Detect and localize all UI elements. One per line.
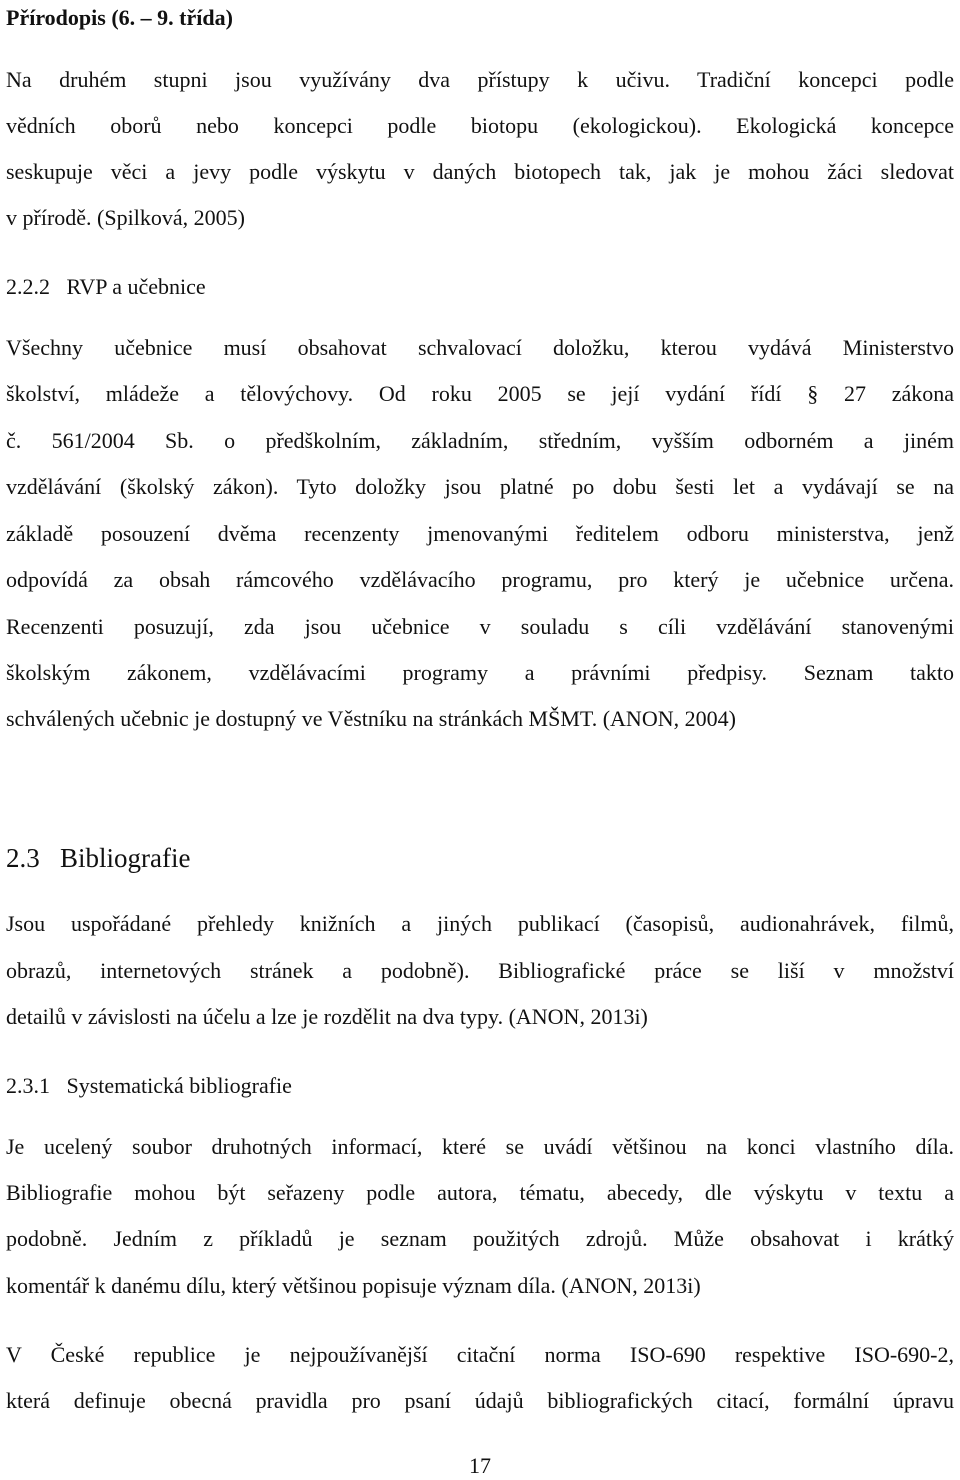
heading-systematicka-bibliografie: 2.3.1 Systematická bibliografie xyxy=(6,1073,292,1098)
paragraph-line: která definuje obecná pravidla pro psaní údajů bibliografických citací, formální úpravu xyxy=(6,1388,954,1413)
paragraph-line: obrazů, internetových stránek a podobně). Bibliografické práce se liší v množství xyxy=(6,958,954,983)
paragraph-line: komentář k danému dílu, který většinou popisuje význam díla. (ANON, 2013i) xyxy=(6,1273,701,1298)
paragraph-line: školským zákonem, vzdělávacími programy a právními předpisy. Seznam takto xyxy=(6,660,954,685)
paragraph-line: Bibliografie mohou být seřazeny podle autora, tématu, abecedy, dle výskytu v textu a xyxy=(6,1180,954,1205)
paragraph-line: Všechny učebnice musí obsahovat schvalovací doložku, kterou vydává Ministerstvo xyxy=(6,335,954,360)
paragraph-line: v přírodě. (Spilková, 2005) xyxy=(6,205,245,230)
page-number: 17 xyxy=(469,1453,491,1478)
paragraph-line: detailů v závislosti na účelu a lze je rozdělit na dva typy. (ANON, 2013i) xyxy=(6,1004,648,1029)
paragraph-line: seskupuje věci a jevy podle výskytu v daných biotopech tak, jak je mohou žáci sledovat xyxy=(6,159,954,184)
paragraph-line: odpovídá za obsah rámcového vzdělávacího programu, pro který je učebnice určena. xyxy=(6,567,954,592)
paragraph-line: podobně. Jedním z příkladů je seznam použitých zdrojů. Může obsahovat i krátký xyxy=(6,1226,954,1251)
heading-bibliografie: 2.3 Bibliografie xyxy=(6,843,191,873)
paragraph-line: č. 561/2004 Sb. o předškolním, základním, středním, vyšším odborném a jiném xyxy=(6,428,954,453)
paragraph-line: Jsou uspořádané přehledy knižních a jiných publikací (časopisů, audionahrávek, filmů, xyxy=(6,911,954,936)
paragraph-line: Je ucelený soubor druhotných informací, které se uvádí většinou na konci vlastního díla. xyxy=(6,1134,954,1159)
paragraph-line: schválených učebnic je dostupný ve Věstníku na stránkách MŠMT. (ANON, 2004) xyxy=(6,706,736,731)
paragraph-line: základě posouzení dvěma recenzenty jmenovanými ředitelem odboru ministerstva, jenž xyxy=(6,521,954,546)
paragraph-line: Na druhém stupni jsou využívány dva přístupy k učivu. Tradiční koncepci podle xyxy=(6,67,954,92)
paragraph-line: vzdělávání (školský zákon). Tyto doložky jsou platné po dobu šesti let a vydávají se na xyxy=(6,474,954,499)
section-title: Přírodopis (6. – 9. třída) xyxy=(6,5,233,30)
heading-rvp-a-ucebnice: 2.2.2 RVP a učebnice xyxy=(6,274,206,299)
paragraph-line: školství, mládeže a tělovýchovy. Od roku 2005 se její vydání řídí § 27 zákona xyxy=(6,381,954,406)
paragraph-line: vědních oborů nebo koncepci podle biotopu (ekologickou). Ekologická koncepce xyxy=(6,113,954,138)
paragraph-line: Recenzenti posuzují, zda jsou učebnice v souladu s cíli vzdělávání stanovenými xyxy=(6,614,954,639)
paragraph-line: V České republice je nejpoužívanější citační norma ISO-690 respektive ISO-690-2, xyxy=(6,1342,954,1367)
